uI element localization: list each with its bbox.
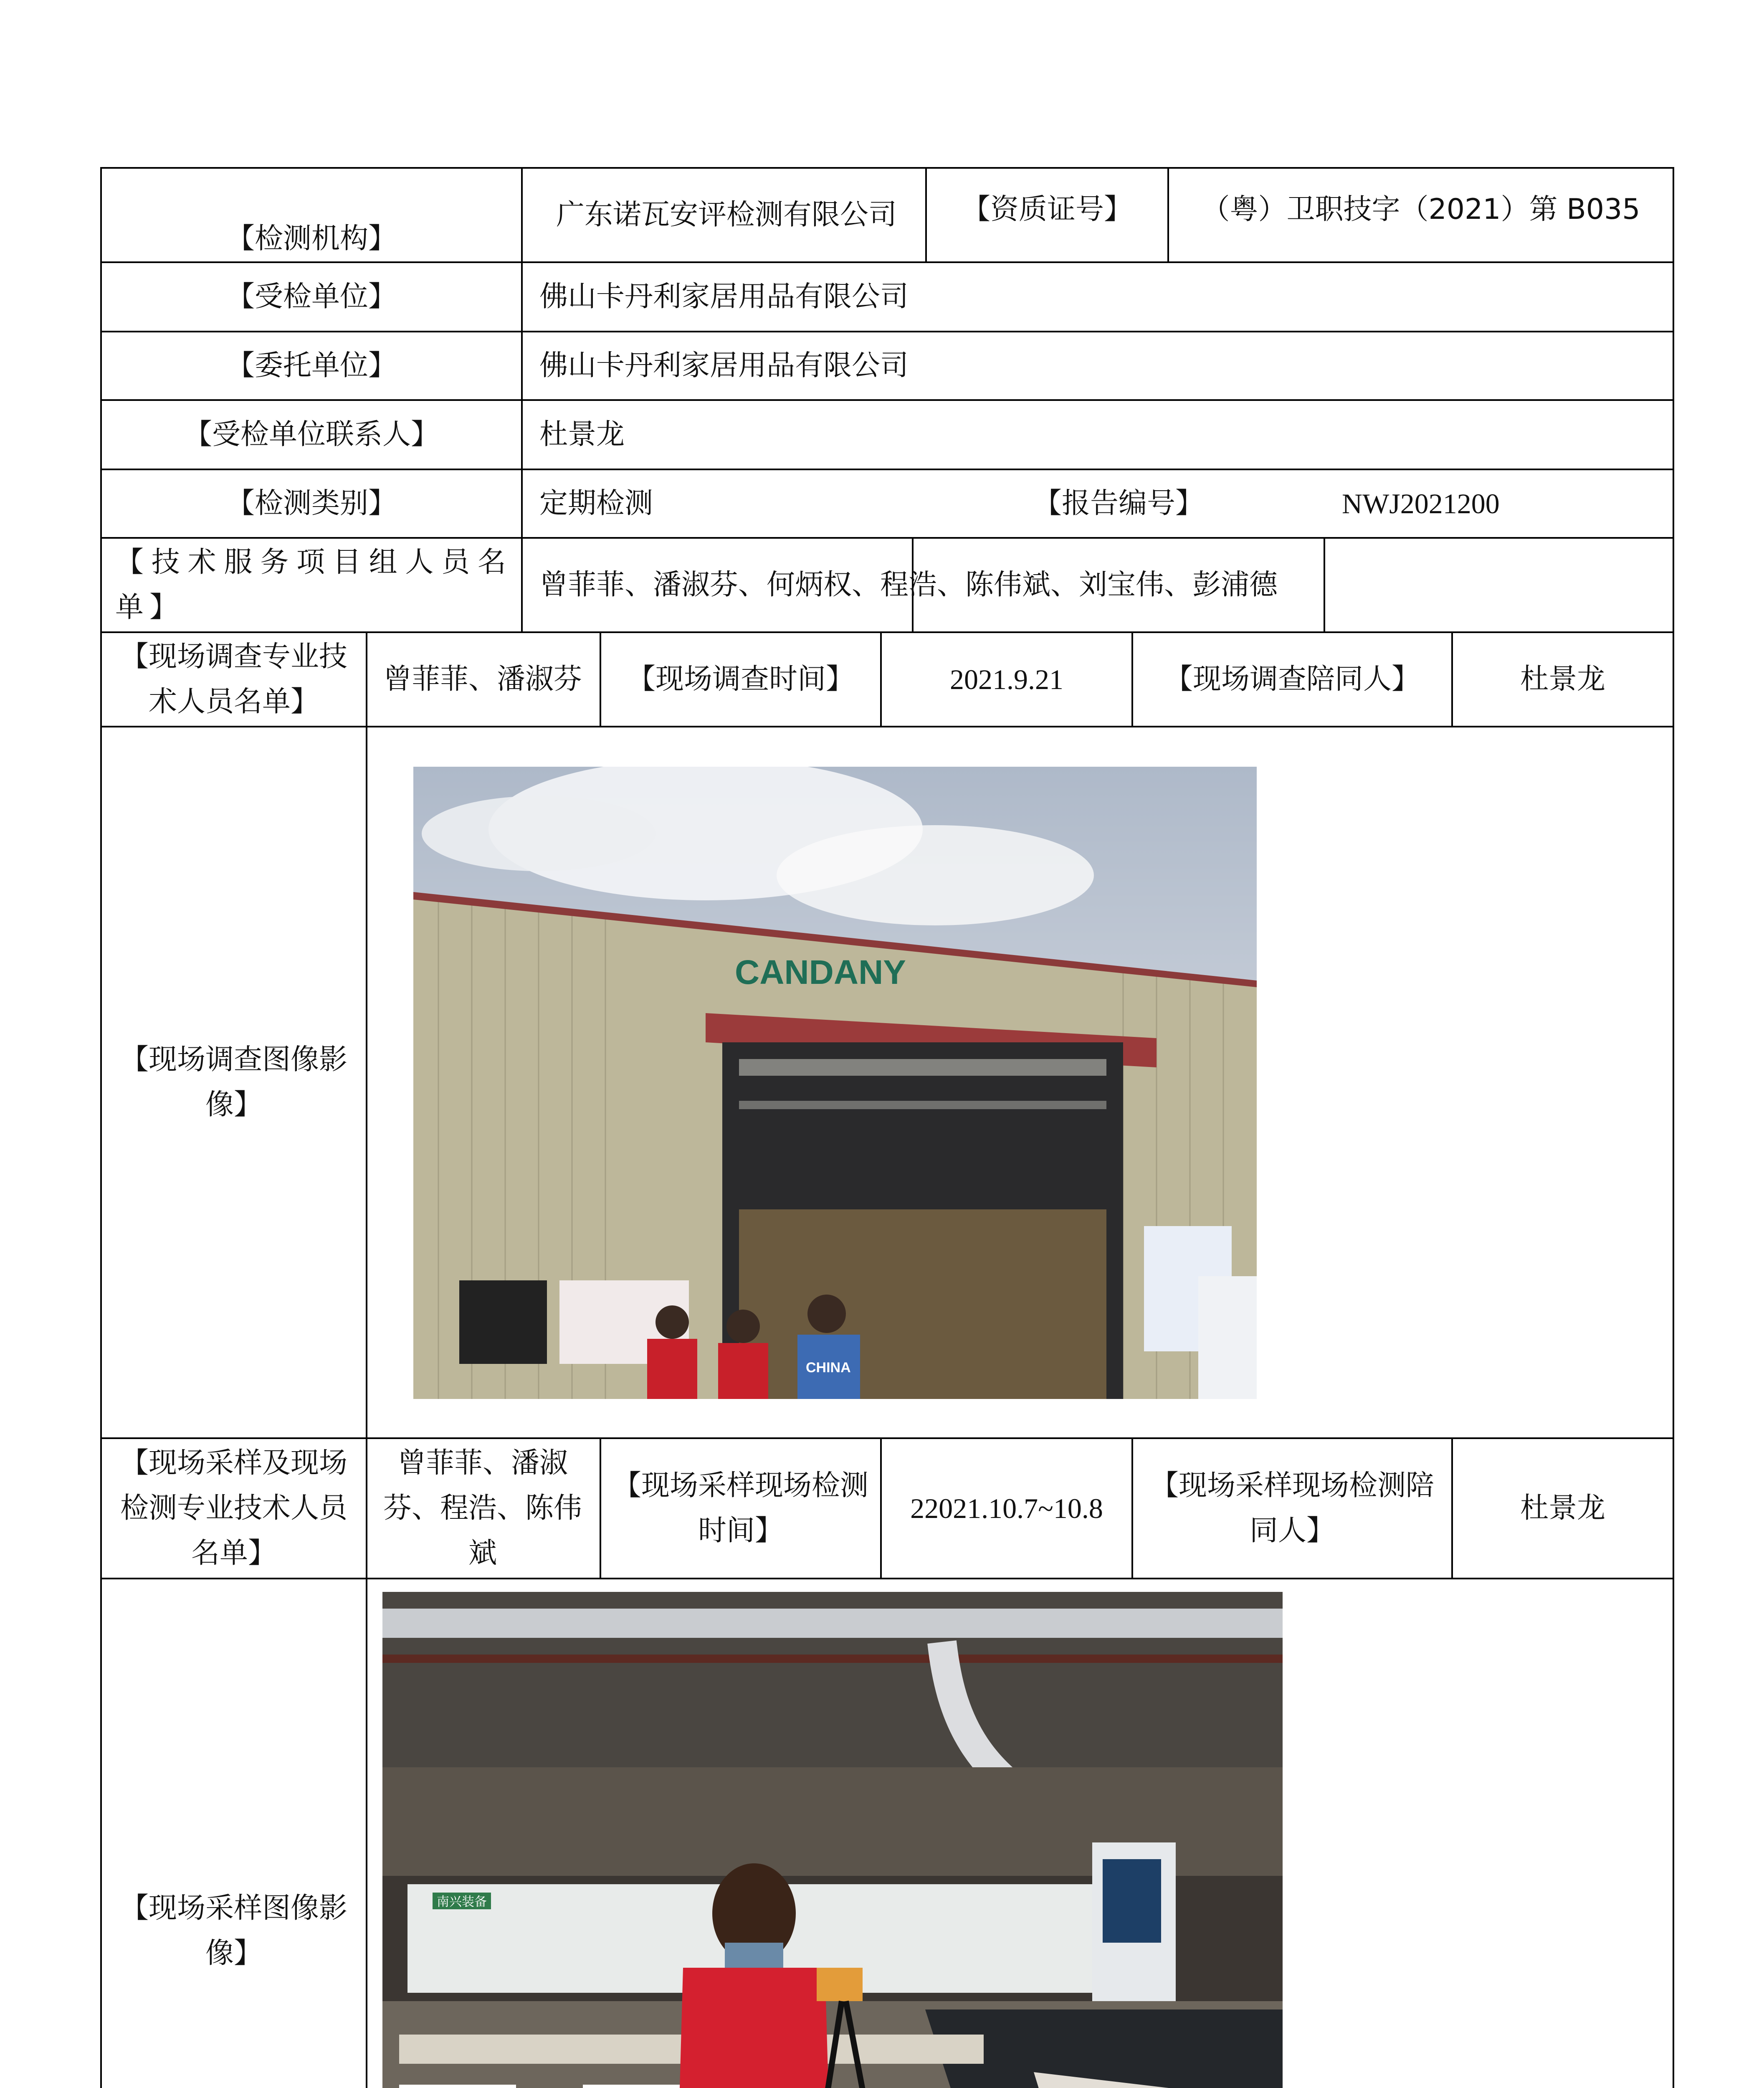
org-label: 【检测机构】 <box>226 222 397 255</box>
factory-entrance-image <box>413 767 1257 1399</box>
team-value: 曾菲菲、潘淑芬、何炳权、程浩、陈伟斌、刘宝伟、彭浦德 <box>539 568 1278 601</box>
team-label: 【技术服务项目组人员名单】 <box>115 546 512 624</box>
sampling-escort-value: 杜景龙 <box>1520 1492 1605 1525</box>
factory-sign-text: CANDANY <box>735 953 906 991</box>
survey-escort-label: 【现场调查陪同人】 <box>1164 663 1420 696</box>
survey-escort-value: 杜景龙 <box>1520 663 1605 696</box>
sampling-time-label: 【现场采样现场检测时间】 <box>612 1469 868 1547</box>
inspected-unit-value: 佛山卡丹利家居用品有限公司 <box>539 280 909 313</box>
category-value: 定期检测 <box>539 487 653 520</box>
category-label: 【检测类别】 <box>226 487 397 520</box>
survey-staff-label: 【现场调查专业技术人员名单】 <box>120 640 347 718</box>
contact-value: 杜景龙 <box>539 418 625 451</box>
cert-label: 【资质证号】 <box>962 193 1132 226</box>
sampling-staff-value: 曾菲菲、潘淑芬、程浩、陈伟斌 <box>383 1447 582 1570</box>
client-unit-label: 【委托单位】 <box>226 349 397 382</box>
client-unit-value: 佛山卡丹利家居用品有限公司 <box>539 349 909 382</box>
sampling-escort-label: 【现场采样现场检测陪同人】 <box>1150 1469 1434 1547</box>
shirt-text: CHINA <box>806 1360 851 1376</box>
survey-time-value: 2021.9.21 <box>950 664 1063 695</box>
sampling-photo <box>382 1592 1283 2088</box>
org-value: 广东诺瓦安评检测有限公司 <box>556 198 897 231</box>
report-label: 【报告编号】 <box>1033 487 1204 520</box>
inspected-unit-label: 【受检单位】 <box>226 280 397 313</box>
report-value: NWJ2021200 <box>1342 488 1500 519</box>
survey-image-label: 【现场调查图像影像】 <box>120 1043 347 1121</box>
cert-value: （粤）卫职技字（2021）第 B035 <box>1201 193 1640 226</box>
contact-label: 【受检单位联系人】 <box>183 418 439 451</box>
survey-photo <box>413 767 1257 1399</box>
survey-time-label: 【现场调查时间】 <box>627 663 854 696</box>
workshop-sampling-image <box>382 1592 1283 2088</box>
survey-staff-value: 曾菲菲、潘淑芬 <box>383 663 582 696</box>
sampling-staff-label: 【现场采样及现场检测专业技术人员名单】 <box>120 1447 347 1570</box>
sampling-image-label: 【现场采样图像影像】 <box>120 1892 347 1970</box>
sampling-time-value: 22021.10.7~10.8 <box>910 1493 1103 1524</box>
machine-brand-text: 南兴装备 <box>437 1895 487 1909</box>
